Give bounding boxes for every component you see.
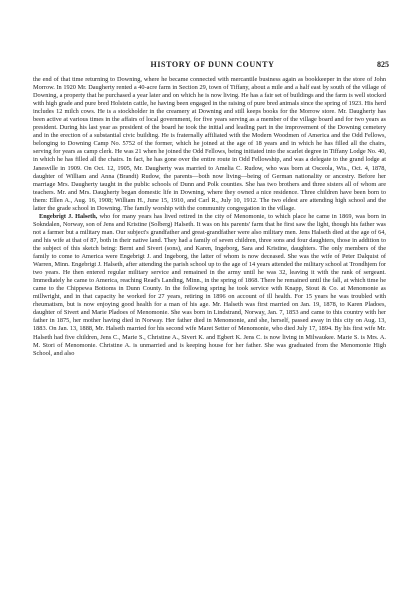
paragraph-halseth xyxy=(33,213,386,358)
body-text xyxy=(33,76,386,358)
biography-name-heading: Engebrigt J. Halseth, xyxy=(39,212,98,220)
running-head: HISTORY OF DUNN COUNTY xyxy=(150,60,275,69)
page-number: 825 xyxy=(377,60,389,69)
paragraph-text: who for many years has lived retired in the city of Menomonie, to which place he came in 1869, was born in Sokndalen, Norway, son of Jens and Kristine (Solberg) Halseth. It was on his parents' farm that he first saw the light, though his father was not a farmer but a military man. Our subject's grandfather and great-grandfather were also military men. Jens Halseth died at the age of 64, and his wife at that of 87, both in their native land. They had a family of seven children, three sons and four daughters, those in addition to the subject of this sketch being: Bernt and Sivert (sons), and Karen, Ingeborg, Sara and Kristine, daughters. The only members of the family to come to America were Engebrigt J. and Ingeborg, the latter of whom is now deceased. She was the wife of Peter Dalquist of Warren, Minn. Engebrigt J. Halseth, after attending the parish school up to the age of 14 years attended the military school at Trondhjem for two years. He then entered regular military service and remained in the army until he was 32, leaving it with the rank of sergeant. Immediately he came to America, reaching Read's Landing, Minn., in the spring of 1868. There he remained until the fall, at which time he came to the Chippewa Bottoms in Dunn County. In the following spring he took service with Knapp, Stout & Co. at Menomonie as millwright, and in that capacity he worked for 27 years, retiring in 1896 on account of ill health. For 15 years he was troubled with rheumatism, but is now enjoying good health for a man of his age. Mr. Halseth was first married on Jan. 19, 1878, to Karen Pladoes, daughter of Sivert and Marie Pladoes of Menomonie. She was born in Lindstrand, Norway, Jan. 7, 1853 and came to this country with her father in 1875, her mother having died in Norway. Her father died in Menomonie, and she, herself, passed away in this city on Aug. 13, 1883. On Jan. 13, 1888, Mr. Halseth married for his second wife Maret Setter of Menomonie, who died July 17, 1894. By his first wife Mr. Halseth had five children, Jens C., Marie S., Christine A., Sivert K. and Egbert K. Jens C. is now living in Milwaukee. Marie S. is Mrs. A. M. Stori of Menomonie. Christine A. is unmarried and is keeping house for her father. She was graduated from the Menomonie High School, and also xyxy=(33,212,386,357)
paragraph-daugherty xyxy=(33,76,386,213)
page-header xyxy=(36,60,389,72)
paragraph-text: the end of that time returning to Downing, where he became connected with mercantile business again as bookkeeper in the store of John Morrow. In 1920 Mr. Daugherty rented a 40-acre farm in Section 29, town of Tiffany, about a mile and a half east by south of the village of Downing, a property that he purchased a year later and on which he is now living. He has a fair set of buildings and the farm is well stocked with high grade and pure bred Holstein cattle, he having been engaged in the raising of pure bred animals since the spring of 1923. His herd includes 12 milch cows. He is a stockholder in the creamery at Downing and still keeps books for the Morrow store. Mr. Daugherty has been active at various times in the affairs of local government, for five years serving as a member of the village board and for two years as president. During his last year as president of the board he took the initial and leading part in the improvement of the Downing cemetery and in the erection of a substantial civic building. He is fraternally affiliated with the Modern Woodmen of America and the Odd Fellows, belonging to Downing Camp No. 5752 of the former, which he joined at the age of 18 years and in which he has filled all the chairs, serving for years as camp clerk. He was 21 when he joined the Odd Fellows, being initiated into the scarlet degree in Tiffany Lodge No. 40, in which he has filled all the chairs. In fact, he has gone over the entire route in Odd Fellowship, and was a delegate to the grand lodge at Janesville in 1909. On Oct. 12, 1905, Mr. Daugherty was married to Amelia C. Rudow, who was born at Osceola, Wis., Oct. 4, 1878, daughter of William and Anna (Brandt) Rudow, the parents—both now living—being of German nationality or ancestry. Before her marriage Mrs. Daugherty taught in the public schools of Dunn and Polk counties. She has two brothers and three sisters all of whom are teachers. Mr. and Mrs. Daugherty began domestic life in Downing, where they owned a nice residence. Three children have been born to them: Ellen A., Aug. 16, 1908; William H., June 15, 1910, and Carl R., July 10, 1912. The two eldest are attending high school and the latter the grade school in Downing. The family worship with the community congregation in the village. xyxy=(33,76,386,212)
